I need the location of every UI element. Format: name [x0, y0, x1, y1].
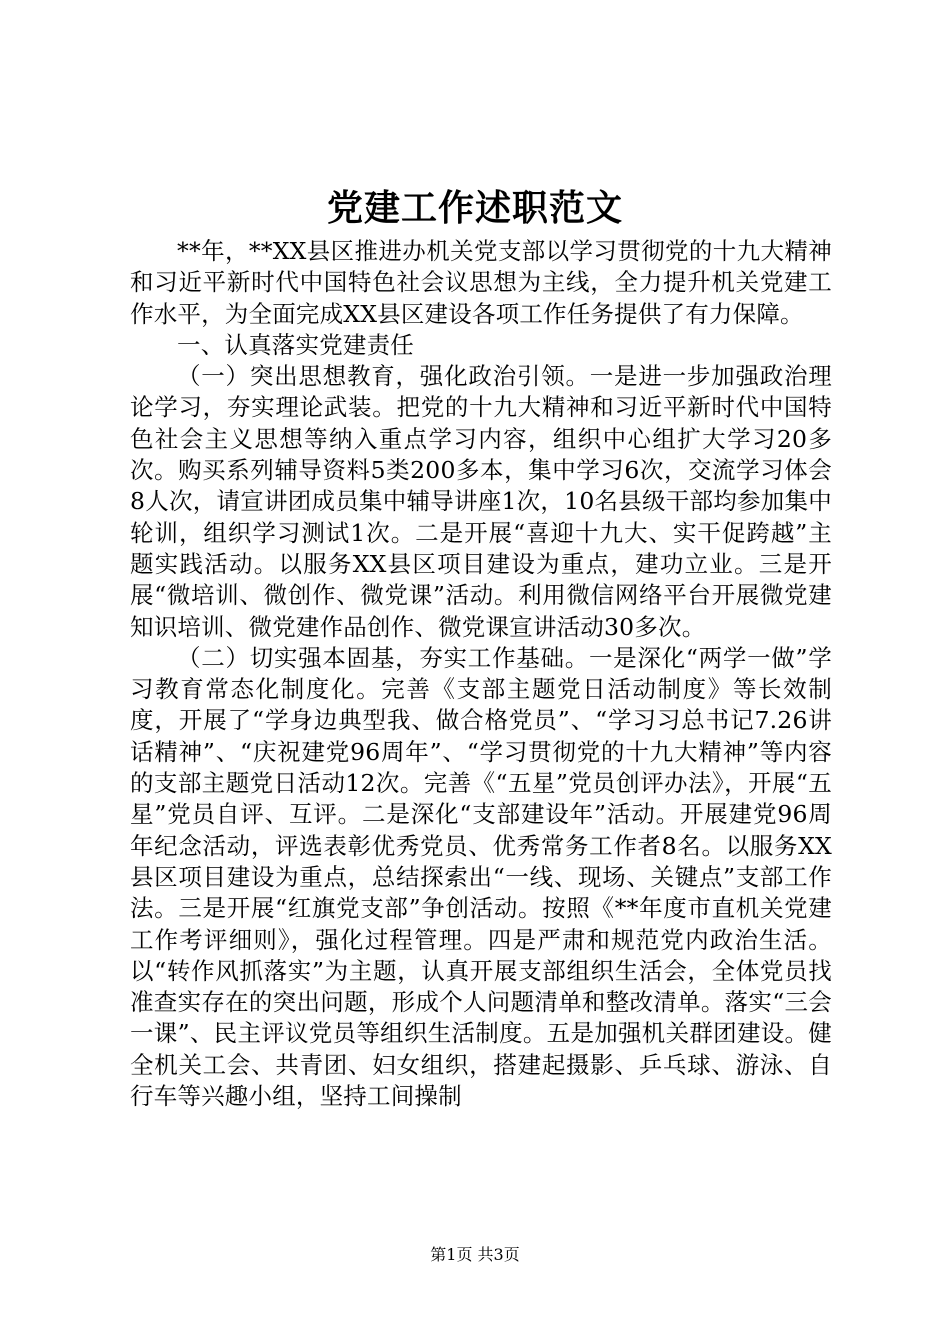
document-body: [130, 236, 832, 1112]
page-footer: 第1页 共3页: [430, 1245, 520, 1264]
paragraph-section-2: （二）切实强本固基，夯实工作基础。一是深化“两学一做”学习教育常态化制度化。完善《支部主题党日活动制度》等长效制度，开展了“学身边典型我、做合格党员”、“学习习总书记7.26讲话精神”、“庆祝建党96周年”、“学习贯彻党的十九大精神”等内容的支部主题党日活动12次。完善《“五星”党员创评办法》，开展“五星”党员自评、互评。二是深化“支部建设年”活动。开展建党96周年纪念活动，评选表彰优秀党员、优秀常务工作者8名。以服务XX县区项目建设为重点，总结探索出“一线、现场、关键点”支部工作法。三是开展“红旗党支部”争创活动。按照《**年度市直机关党建工作考评细则》，强化过程管理。四是严肃和规范党内政治生活。以“转作风抓落实”为主题，认真开展支部组织生活会，全体党员找准查实存在的突出问题，形成个人问题清单和整改清单。落实“三会一课”、民主评议党员等组织生活制度。五是加强机关群团建设。健全机关工会、共青团、妇女组织，搭建起摄影、乒乓球、游泳、自行车等兴趣小组，坚持工间操制: [130, 643, 832, 1111]
document-title: 党建工作述职范文: [326, 187, 623, 229]
section-heading: 一、认真落实党建责任: [177, 330, 414, 359]
paragraph-intro: **年，**XX县区推进办机关党支部以学习贯彻党的十九大精神和习近平新时代中国特色社会议思想为主线，全力提升机关党建工作水平，为全面完成XX县区建设各项工作任务提供了有力保障。: [130, 237, 832, 328]
paragraph-section-1: （一）突出思想教育，强化政治引领。一是进一步加强政治理论学习，夯实理论武装。把党的十九大精神和习近平新时代中国特色社会主义思想等纳入重点学习内容，组织中心组扩大学习20多次。购买系列辅导资料5类200多本，集中学习6次，交流学习体会8人次，请宣讲团成员集中辅导讲座1次，10名县级干部均参加集中轮训，组织学习测试1次。二是开展“喜迎十九大、实干促跨越”主题实践活动。以服务XX县区项目建设为重点，建功立业。三是开展“微培训、微创作、微党课”活动。利用微信网络平台开展微党建知识培训、微党建作品创作、微党课宣讲活动30多次。: [130, 362, 832, 641]
